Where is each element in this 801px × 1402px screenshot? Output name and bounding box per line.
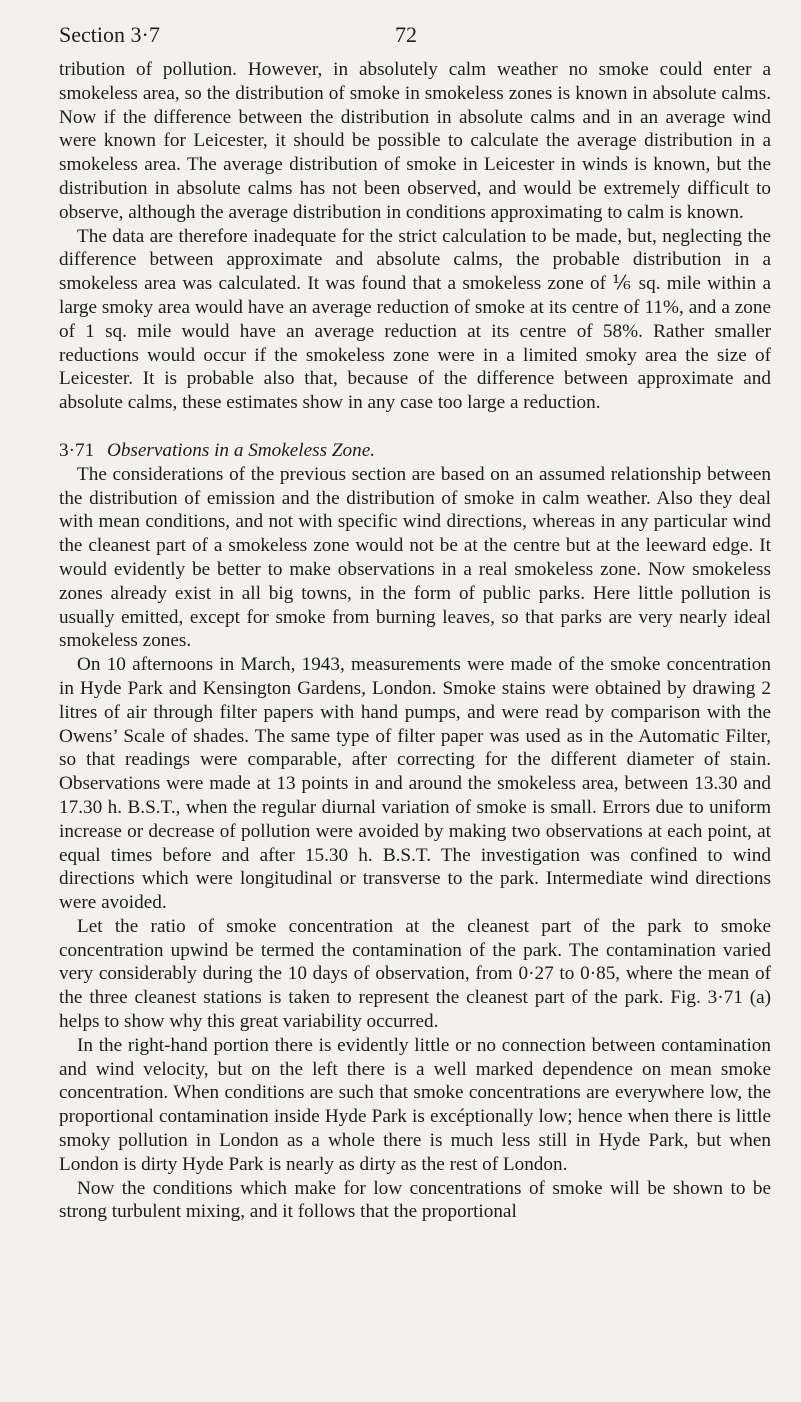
running-head xyxy=(59,14,771,58)
section-number: 3·71 xyxy=(59,439,95,461)
paragraph: Let the ratio of smoke concentration at the cleanest part of the park to smoke concentration upwind be termed the contamination of the park. The contamination varied very considerably during the 10 days of observation, from 0·27 to 0·85, where the mean of the three cleanest stations is taken to represent the cleanest part of the park. Fig. 3·71 (a) helps to show why this great variability occurred. xyxy=(59,915,771,1033)
section-label: Section 3·7 xyxy=(59,22,160,47)
paragraph: The data are therefore inadequate for the strict calculation to be made, but, neglecting the difference between approximate and absolute calms, the probable distribution in a smokeless area was calculated. It was found that a smokeless zone of ⅙ sq. mile within a large smoky area would have an average reduction of smoke at its centre of 11%, and a zone of 1 sq. mile would have an average reduction at its centre of 58%. Rather smaller reductions would occur if the smokeless zone were in a limited smoky area the size of Leicester. It is probable also that, because of the difference between approximate and absolute calms, these estimates show in any case too large a reduction. xyxy=(59,225,771,414)
page-number: 72 xyxy=(395,22,417,47)
paragraph: The considerations of the previous section are based on an assumed relationship between the distribution of emission and the distribution of smoke in calm weather. Also they deal with mean conditions, and not with specific wind directions, whereas in any particular wind the cleanest part of a smokeless zone would not be at the centre but at the leeward edge. It would evidently be better to make observations in a real smokeless zone. Now smokeless zones already exist in all big towns, in the form of public parks. Here little pollution is usually emitted, except for smoke from burning leaves, so that parks are very nearly ideal smokeless zones. xyxy=(59,463,771,652)
body-text xyxy=(59,58,771,1224)
section-heading xyxy=(59,439,771,463)
paragraph: tribution of pollution. However, in absolutely calm weather no smoke could enter a smokeless area, so the distribution of smoke in smokeless zones is known in absolute calms. Now if the difference between the distribution in absolute calms and in an average wind were known for Leicester, it should be possible to calculate the average distribution in a smokeless area. The average distribution of smoke in Leicester in winds is known, but the distribution in absolute calms has not been observed, and would be extremely difficult to observe, although the average distribution in conditions approximating to calm is known. xyxy=(59,59,771,223)
paragraph: On 10 afternoons in March, 1943, measurements were made of the smoke concentration in Hyde Park and Kensington Gardens, London. Smoke stains were obtained by drawing 2 litres of air through filter papers with hand pumps, and were read by comparison with the Owens’ Scale of shades. The same type of filter paper was used as in the Automatic Filter, so that readings were comparable, after correcting for the different diameter of stain. Observations were made at 13 points in and around the smokeless area, between 13.30 and 17.30 h. B.S.T., when the regular diurnal variation of smoke is small. Errors due to uniform increase or decrease of pollution were avoided by making two observations at each point, at equal times before and after 15.30 h. B.S.T. The investigation was confined to wind directions which were longitudinal or transverse to the park. Intermediate wind directions were avoided. xyxy=(59,654,771,914)
section-title: Observations in a Smokeless Zone. xyxy=(106,439,376,461)
paragraph: In the right-hand portion there is evidently little or no connection between contamination and wind velocity, but on the left there is a well marked dependence on mean smoke concentration. When conditions are such that smoke concentrations are everywhere low, the proportional contamination inside Hyde Park is excéptionally low; hence when there is little smoky pollution in London as a whole there is much less still in Hyde Park, but when London is dirty Hyde Park is nearly as dirty as the rest of London. xyxy=(59,1034,771,1175)
paragraph: Now the conditions which make for low concentrations of smoke will be shown to be strong turbulent mixing, and it follows that the proportional xyxy=(59,1177,771,1223)
